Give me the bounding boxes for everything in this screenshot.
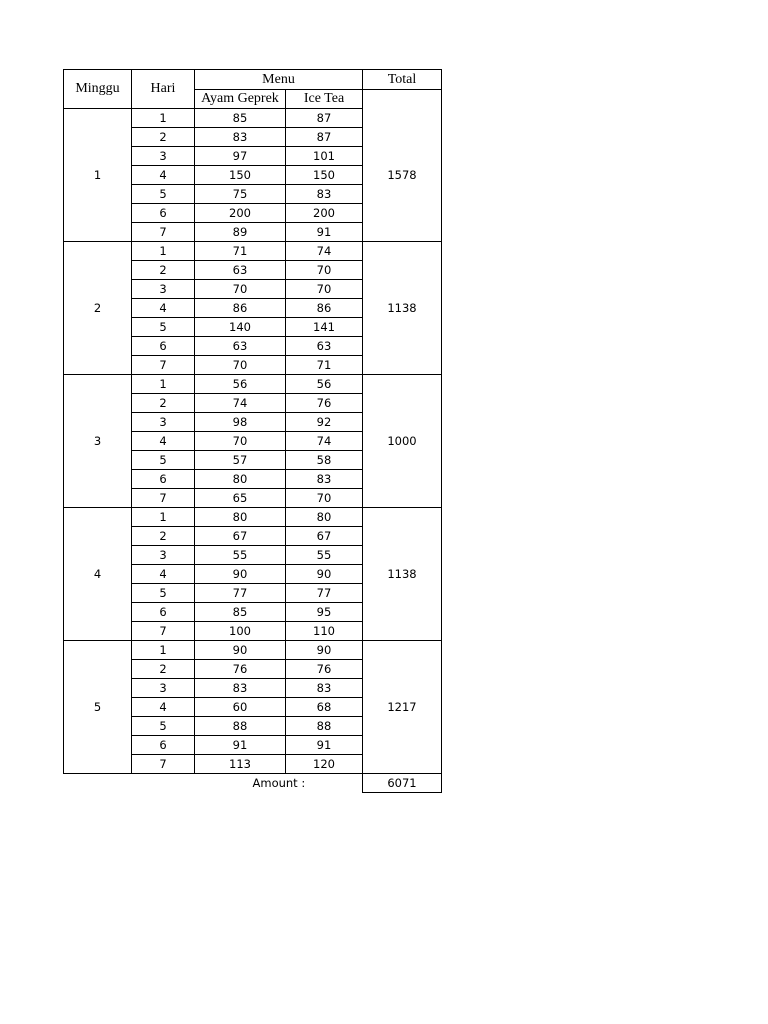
ayam-geprek-cell: 91	[195, 736, 286, 755]
day-number-cell: 2	[132, 527, 195, 546]
ayam-geprek-cell: 76	[195, 660, 286, 679]
day-number-cell: 7	[132, 622, 195, 641]
ayam-geprek-cell: 67	[195, 527, 286, 546]
week-total-cell: 1138	[363, 508, 442, 641]
ice-tea-cell: 101	[286, 147, 363, 166]
sales-table	[63, 69, 442, 793]
week-number-cell: 1	[64, 109, 132, 242]
ayam-geprek-cell: 60	[195, 698, 286, 717]
day-number-cell: 3	[132, 147, 195, 166]
ice-tea-cell: 83	[286, 470, 363, 489]
table-row	[64, 109, 442, 128]
day-number-cell: 1	[132, 375, 195, 394]
day-number-cell: 1	[132, 242, 195, 261]
day-number-cell: 2	[132, 660, 195, 679]
ice-tea-cell: 141	[286, 318, 363, 337]
ice-tea-cell: 80	[286, 508, 363, 527]
ice-tea-cell: 90	[286, 565, 363, 584]
day-number-cell: 5	[132, 717, 195, 736]
ayam-geprek-cell: 90	[195, 565, 286, 584]
ayam-geprek-cell: 56	[195, 375, 286, 394]
ayam-geprek-cell: 57	[195, 451, 286, 470]
week-total-cell: 1138	[363, 242, 442, 375]
ayam-geprek-cell: 75	[195, 185, 286, 204]
ayam-geprek-cell: 97	[195, 147, 286, 166]
ice-tea-cell: 120	[286, 755, 363, 774]
week-total-cell: 1578	[363, 109, 442, 242]
ayam-geprek-cell: 55	[195, 546, 286, 565]
ayam-geprek-cell: 70	[195, 280, 286, 299]
ayam-geprek-cell: 80	[195, 470, 286, 489]
week-number-cell: 3	[64, 375, 132, 508]
ayam-geprek-cell: 88	[195, 717, 286, 736]
ayam-geprek-cell: 83	[195, 679, 286, 698]
week-number-cell: 2	[64, 242, 132, 375]
table-row	[64, 375, 442, 394]
header-total-spacer	[363, 90, 442, 109]
ice-tea-cell: 88	[286, 717, 363, 736]
week-number-cell: 5	[64, 641, 132, 774]
ice-tea-cell: 76	[286, 660, 363, 679]
ice-tea-cell: 63	[286, 337, 363, 356]
table-row	[64, 508, 442, 527]
ayam-geprek-cell: 65	[195, 489, 286, 508]
ice-tea-cell: 58	[286, 451, 363, 470]
ice-tea-cell: 91	[286, 736, 363, 755]
sales-table-body	[64, 70, 442, 793]
day-number-cell: 2	[132, 261, 195, 280]
day-number-cell: 5	[132, 318, 195, 337]
header-total: Total	[363, 70, 442, 90]
ice-tea-cell: 70	[286, 280, 363, 299]
ice-tea-cell: 90	[286, 641, 363, 660]
ice-tea-cell: 67	[286, 527, 363, 546]
day-number-cell: 5	[132, 451, 195, 470]
day-number-cell: 7	[132, 489, 195, 508]
ayam-geprek-cell: 63	[195, 261, 286, 280]
ice-tea-cell: 200	[286, 204, 363, 223]
ayam-geprek-cell: 98	[195, 413, 286, 432]
table-row	[64, 242, 442, 261]
header-ayam-geprek: Ayam Geprek	[195, 90, 286, 109]
ayam-geprek-cell: 89	[195, 223, 286, 242]
ayam-geprek-cell: 71	[195, 242, 286, 261]
ayam-geprek-cell: 77	[195, 584, 286, 603]
ayam-geprek-cell: 70	[195, 432, 286, 451]
ice-tea-cell: 92	[286, 413, 363, 432]
day-number-cell: 2	[132, 128, 195, 147]
day-number-cell: 3	[132, 280, 195, 299]
day-number-cell: 4	[132, 299, 195, 318]
header-menu: Menu	[195, 70, 363, 90]
ice-tea-cell: 91	[286, 223, 363, 242]
ayam-geprek-cell: 86	[195, 299, 286, 318]
day-number-cell: 4	[132, 565, 195, 584]
day-number-cell: 3	[132, 413, 195, 432]
ayam-geprek-cell: 83	[195, 128, 286, 147]
day-number-cell: 3	[132, 679, 195, 698]
ice-tea-cell: 87	[286, 128, 363, 147]
day-number-cell: 4	[132, 432, 195, 451]
header-hari: Hari	[132, 70, 195, 109]
day-number-cell: 7	[132, 356, 195, 375]
ice-tea-cell: 74	[286, 432, 363, 451]
day-number-cell: 3	[132, 546, 195, 565]
ayam-geprek-cell: 80	[195, 508, 286, 527]
ice-tea-cell: 83	[286, 185, 363, 204]
day-number-cell: 6	[132, 204, 195, 223]
ice-tea-cell: 86	[286, 299, 363, 318]
ice-tea-cell: 76	[286, 394, 363, 413]
ayam-geprek-cell: 140	[195, 318, 286, 337]
ice-tea-cell: 110	[286, 622, 363, 641]
ayam-geprek-cell: 70	[195, 356, 286, 375]
amount-spacer	[64, 774, 195, 793]
day-number-cell: 6	[132, 337, 195, 356]
ice-tea-cell: 74	[286, 242, 363, 261]
ice-tea-cell: 68	[286, 698, 363, 717]
day-number-cell: 1	[132, 508, 195, 527]
ayam-geprek-cell: 200	[195, 204, 286, 223]
header-row-1	[64, 70, 442, 90]
ayam-geprek-cell: 63	[195, 337, 286, 356]
day-number-cell: 1	[132, 109, 195, 128]
ice-tea-cell: 95	[286, 603, 363, 622]
day-number-cell: 4	[132, 166, 195, 185]
week-total-cell: 1000	[363, 375, 442, 508]
amount-value: 6071	[363, 774, 442, 793]
day-number-cell: 7	[132, 223, 195, 242]
day-number-cell: 6	[132, 603, 195, 622]
day-number-cell: 6	[132, 470, 195, 489]
ice-tea-cell: 77	[286, 584, 363, 603]
ayam-geprek-cell: 113	[195, 755, 286, 774]
day-number-cell: 6	[132, 736, 195, 755]
week-number-cell: 4	[64, 508, 132, 641]
day-number-cell: 7	[132, 755, 195, 774]
week-total-cell: 1217	[363, 641, 442, 774]
day-number-cell: 1	[132, 641, 195, 660]
ayam-geprek-cell: 74	[195, 394, 286, 413]
ice-tea-cell: 83	[286, 679, 363, 698]
ice-tea-cell: 70	[286, 489, 363, 508]
day-number-cell: 5	[132, 185, 195, 204]
amount-label: Amount :	[195, 774, 363, 793]
ice-tea-cell: 55	[286, 546, 363, 565]
ice-tea-cell: 56	[286, 375, 363, 394]
ice-tea-cell: 87	[286, 109, 363, 128]
ice-tea-cell: 71	[286, 356, 363, 375]
ice-tea-cell: 70	[286, 261, 363, 280]
day-number-cell: 5	[132, 584, 195, 603]
ayam-geprek-cell: 100	[195, 622, 286, 641]
table-row	[64, 641, 442, 660]
day-number-cell: 2	[132, 394, 195, 413]
header-ice-tea: Ice Tea	[286, 90, 363, 109]
ayam-geprek-cell: 85	[195, 109, 286, 128]
ice-tea-cell: 150	[286, 166, 363, 185]
ayam-geprek-cell: 85	[195, 603, 286, 622]
ayam-geprek-cell: 150	[195, 166, 286, 185]
header-minggu: Minggu	[64, 70, 132, 109]
day-number-cell: 4	[132, 698, 195, 717]
amount-row	[64, 774, 442, 793]
ayam-geprek-cell: 90	[195, 641, 286, 660]
